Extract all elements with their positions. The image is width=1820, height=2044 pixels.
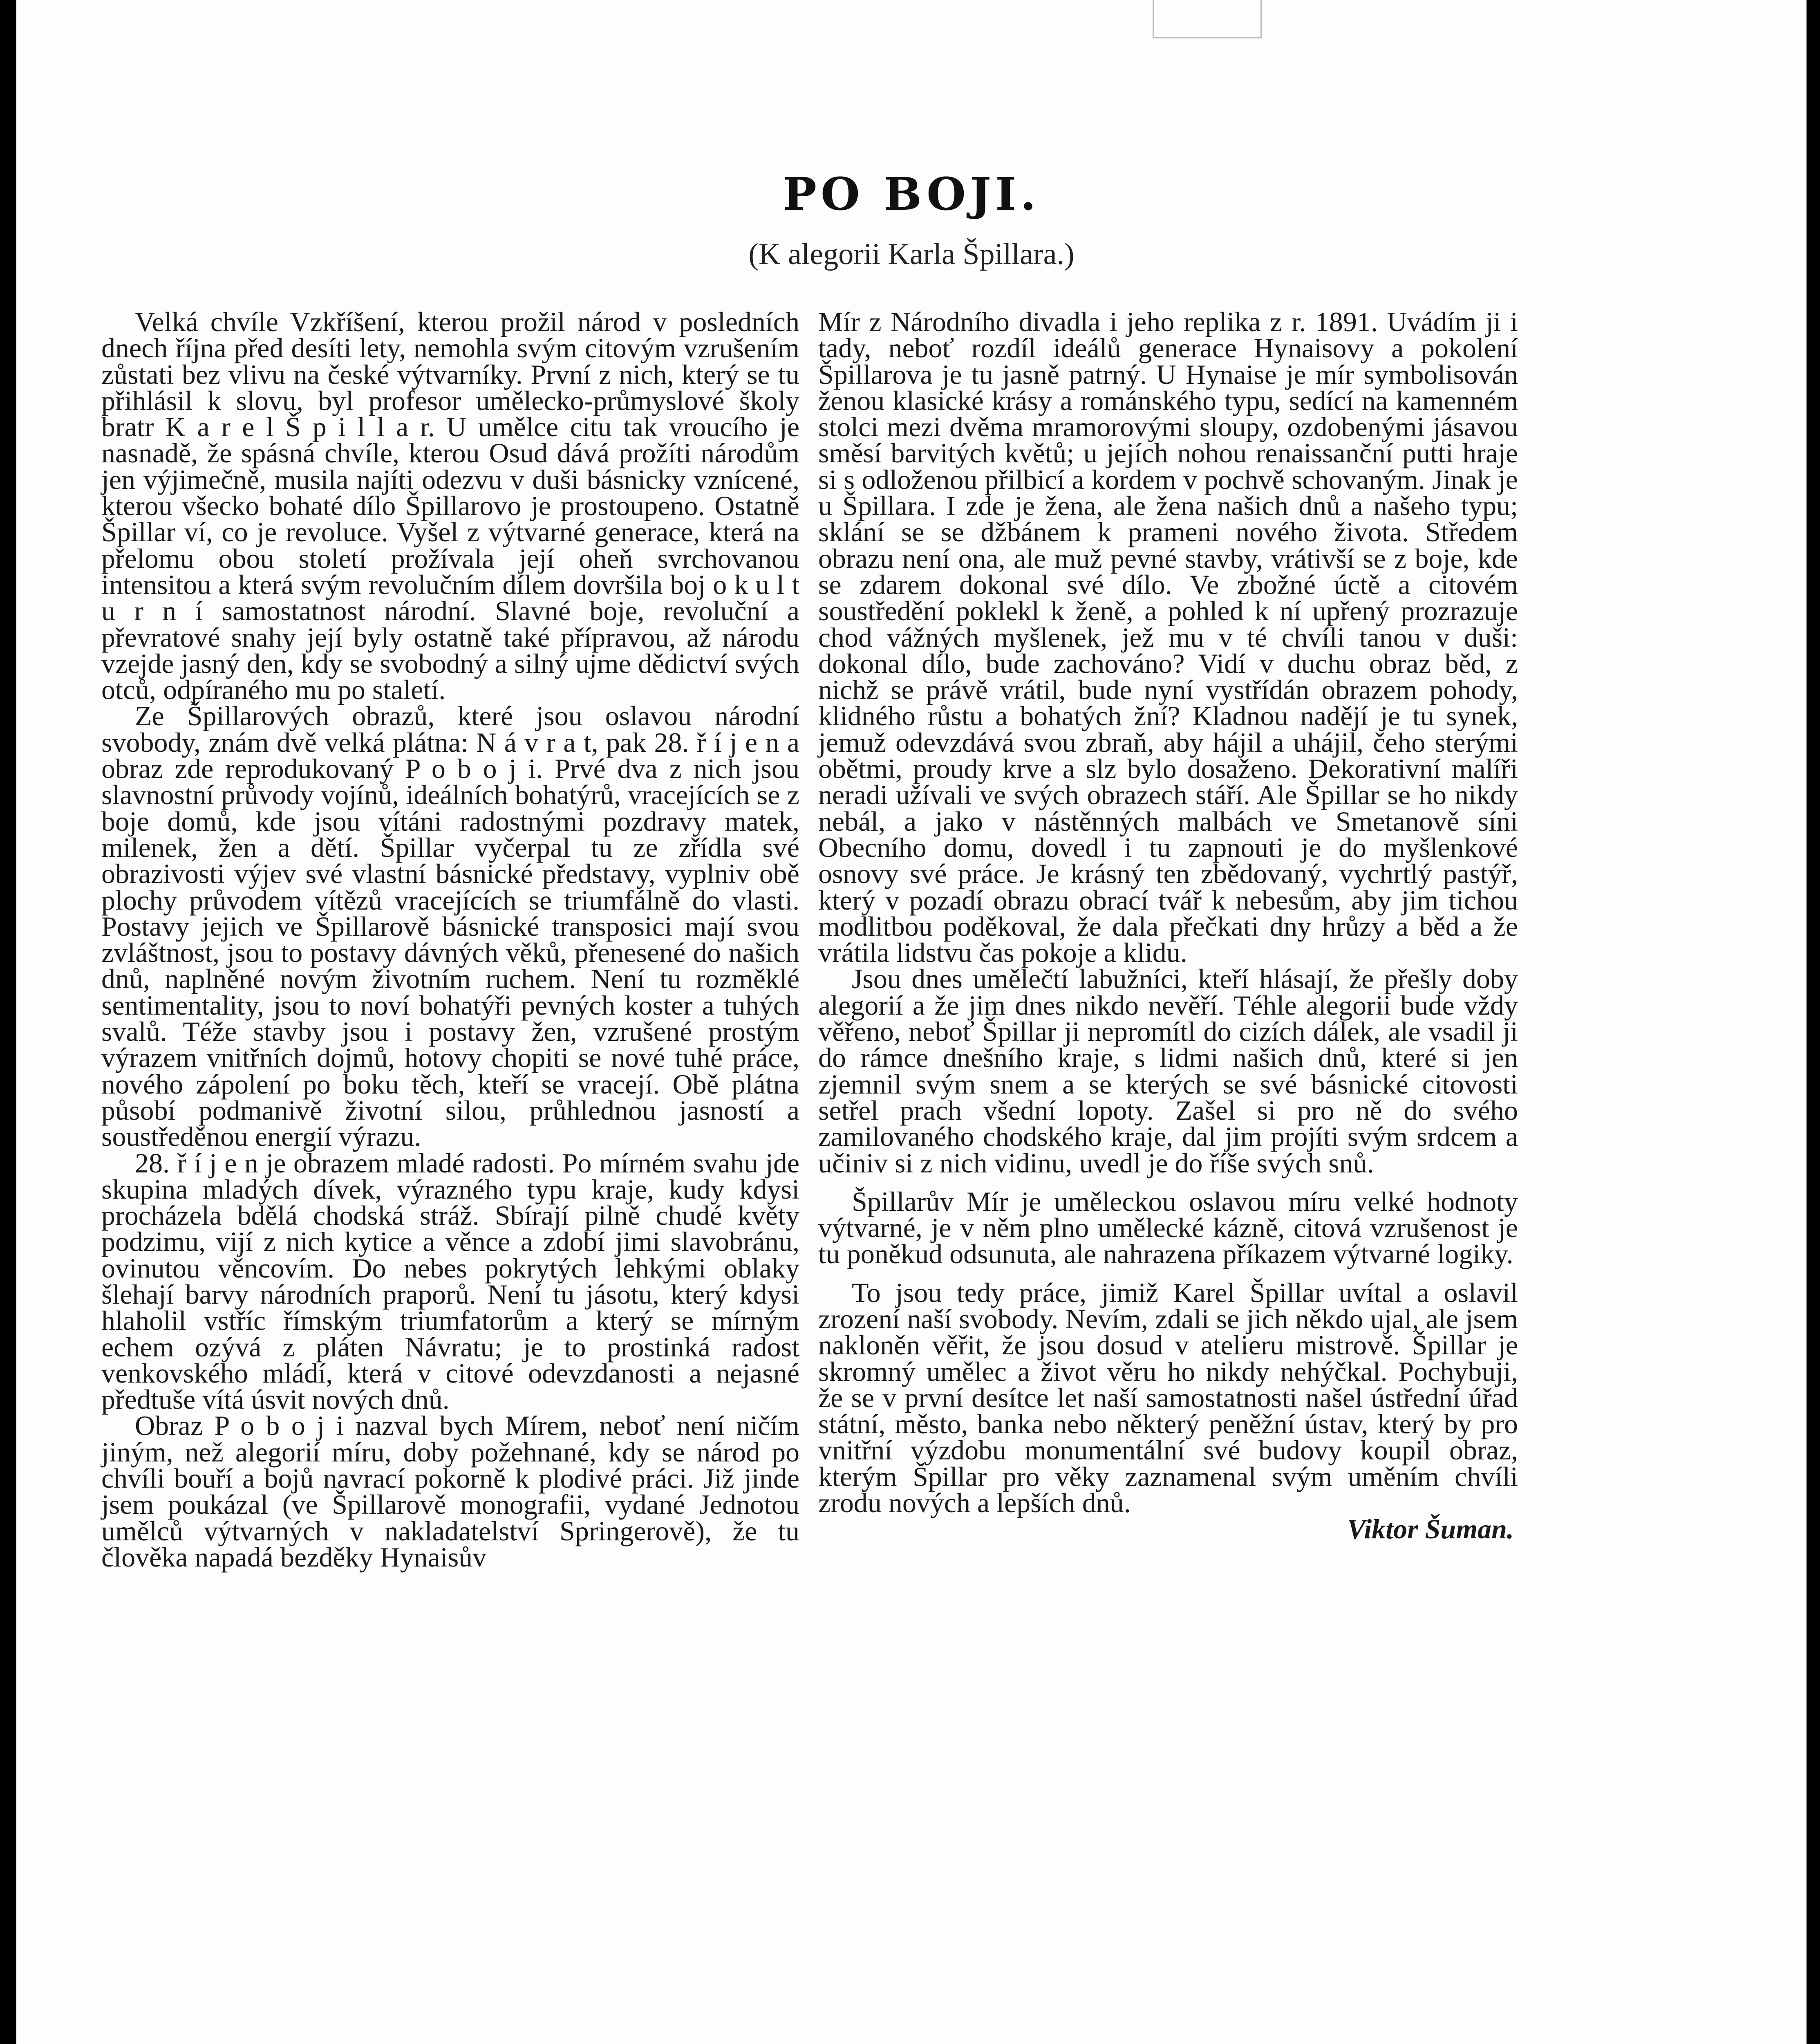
paragraph: 28. ř í j e n je obrazem mladé radosti. Po mírném svahu jde skupina mladých dívek, výrazného typu kraje, kudy kdysi procházela bdělá chodská stráž. Sbírají pilně chudé květy podzimu, vijí z nich kytice a věnce a zdobí jimi slavobránu, ovinutou věncovím. Do nebes pokrytých lehkými oblaky šlehají barvy národních praporů. Není tu jásotu, který kdysi hlaholil vstříc římským triumfatorům a který se mírným echem ozývá z pláten Návratu; je to prostinká radost venkovského mládí, která v citové odevzdanosti a nejasné předtuše vítá úsvit nových dnů. — [101, 1147, 799, 1415]
left-column — [101, 306, 799, 1573]
paragraph: Obraz P o b o j i nazval bych Mírem, neboť není ničím jiným, než alegorií míru, doby požehnané, kdy se národ po chvíli bouří a bojů navrací pokorně k plodivé práci. Již jinde jsem poukázal (ve Špillarově monografii, vydané Jednotou umělců výtvarných v nakladatelství Springerově), že tu člověka napadá bezděky Hynaisův — [101, 1410, 799, 1573]
paragraph: Jsou dnes umělečtí labužníci, kteří hlásají, že přešly doby alegorií a že jim dnes nikdo nevěří. Téhle alegorii bude vždy věřeno, neboť Špillar ji nepromítl do cizích dálek, ale vsadil ji do rámce dnešního kraje, s lidmi našich dnů, které si jen zjemnil svým snem a se kterých se své básnické citovosti setřel prach všední lopoty. Zašel si pro ně do svého zamilovaného chodského kraje, dal jim projíti svým srdcem a učiniv si z nich vidinu, uvedl je do říše svých snů. — [818, 963, 1518, 1179]
paragraph: To jsou tedy práce, jimiž Karel Špillar uvítal a oslavil zrození naší svobody. Nevím, zdali se jich někdo ujal, ale jsem nakloněn věřit, že jsou dosud v atelieru mistrově. Špillar je skromný umělec a život věru ho nikdy nehýčkal. Pochybuji, že se v první desítce let naší samostatnosti našel ústřední úřad státní, město, banka nebo některý peněžní ústav, který by pro vnitřní výzdobu monumentální své budovy koupil obraz, kterým Špillar pro věky zaznamenal svým uměním chvíli zrodu nových a lepších dnů. — [818, 1277, 1518, 1519]
paragraph: Velká chvíle Vzkříšení, kterou prožil národ v posledních dnech října před desíti lety, nemohla svým citovým vzrušením zůstati bez vlivu na české výtvarníky. První z nich, který se tu přihlásil k slovu, byl profesor umělecko-průmyslové školy bratr K a r e l Š p i l l a r. U umělce citu tak vroucího je nasnadě, že spásná chvíle, kterou Osud dává prožíti národům jen výjimečně, musila najíti odezvu v duši básnicky vznícené, kterou všecko bohaté dílo Špillarovo je prostoupeno. Ostatně Špillar ví, co je revoluce. Vyšel z výtvarné generace, která na přelomu obou století prožívala její oheň svrchovanou intensitou a která svým revolučním dílem dovršila boj o k u l t u r n í samostatnost národní. Slavné boje, revoluční a převratové snahy její byly ostatně také přípravou, až národu vzejde jasný den, kdy se svobodný a silný ujme dědictví svých otců, odpíraného mu po staletí. — [101, 306, 799, 706]
right-column — [818, 306, 1518, 1545]
paragraph: Špillarův Mír je uměleckou oslavou míru velké hodnoty výtvarné, je v něm plno umělecké kázně, citová vzrušenost je tu poněkud odsunuta, ale nahrazena příkazem výtvarné logiky. — [818, 1186, 1518, 1270]
paragraph: Ze Špillarových obrazů, které jsou oslavou národní svobody, znám dvě velká plátna: N á v r a t, pak 28. ř í j e n a obraz zde reprodukovaný P o b o j i. Prvé dva z nich jsou slavnostní průvody vojínů, ideálních bohatýrů, vracejících se z boje domů, kde jsou vítáni radostnými pozdravy matek, milenek, žen a dětí. Špillar vyčerpal tu ze zřídla své obrazivosti výjev své vlastní básnické představy, vyplniv obě plochy průvodem vítězů vracejících se triumfálně do vlasti. Postavy jejich ve Špillarově básnické transposici mají svou zvláštnost, jsou to postavy dávných věků, přenesené do našich dnů, naplněné novým životním ruchem. Není tu rozměklé sentimentality, jsou to noví bohatýři pevných koster a tuhých svalů. Téže stavby jsou i postavy žen, vzrušené prostým výrazem vnitřních dojmů, hotovy chopiti se nové tuhé práce, nového zápolení po boku těch, kteří se vracejí. Obě plátna působí podmanivě životní silou, průhlednou jasností a soustředěnou energií výrazu. — [101, 700, 799, 1152]
author-signature: Viktor Šuman. — [1347, 1513, 1514, 1545]
scanned-page — [16, 0, 1807, 2044]
article-title: PO BOJI. — [783, 168, 1040, 220]
article-subtitle: (K alegorii Karla Špillara.) — [748, 238, 1075, 271]
scan-artifact — [1153, 0, 1262, 38]
paragraph: Mír z Národního divadla i jeho replika z r. 1891. Uvádím ji i tady, neboť rozdíl ideálů generace Hynaisovy a pokolení Špillarova je tu jasně patrný. U Hynaise je mír symbolisován ženou klasické krásy a románského typu, sedící na kamenném stolci mezi dvěma mramorovými sloupy, ozdobenými jásavou směsí barvitých květů; u jejích nohou renaissanční putti hraje si s odloženou přilbicí a kordem v pochvě schovaným. Jinak je u Špillara. I zde je žena, ale žena našich dnů a našeho typu; sklání se se džbánem k prameni nového života. Středem obrazu není ona, ale muž pevné stavby, vrátivší se z boje, kde se zdarem dokonal své dílo. Ve zbožné úctě a citovém soustředění poklekl k ženě, a pohled k ní upřený prozrazuje chod vážných myšlenek, jež mu v té chvíli tanou v duši: dokonal dílo, bude zachováno? Vidí v duchu obraz běd, z nichž se právě vrátil, bude nyní vystřídán obrazem pohody, klidného růstu a bohatých žní? Kladnou nadějí je tu synek, jemuž odevzdává svou zbraň, aby hájil a uhájil, čeho sterými obětmi, proudy krve a slz bylo dosaženo. Dekorativní malíři neradi užívali ve svých obrazech stáří. Ale Špillar se ho nikdy nebál, a jako v nástěnných malbách ve Smetanově síni Obecního domu, dovedl i tu zapnouti je do myšlenkové osnovy své práce. Je krásný ten zbědovaný, vychrtlý pastýř, který v pozadí obrazu obrací tvář k nebesům, aby jim tichou modlitbou poděkoval, že dala přečkati dny hrůzy a běd a že vrátila lidstvu čas pokoje a klidu. — [818, 306, 1518, 968]
